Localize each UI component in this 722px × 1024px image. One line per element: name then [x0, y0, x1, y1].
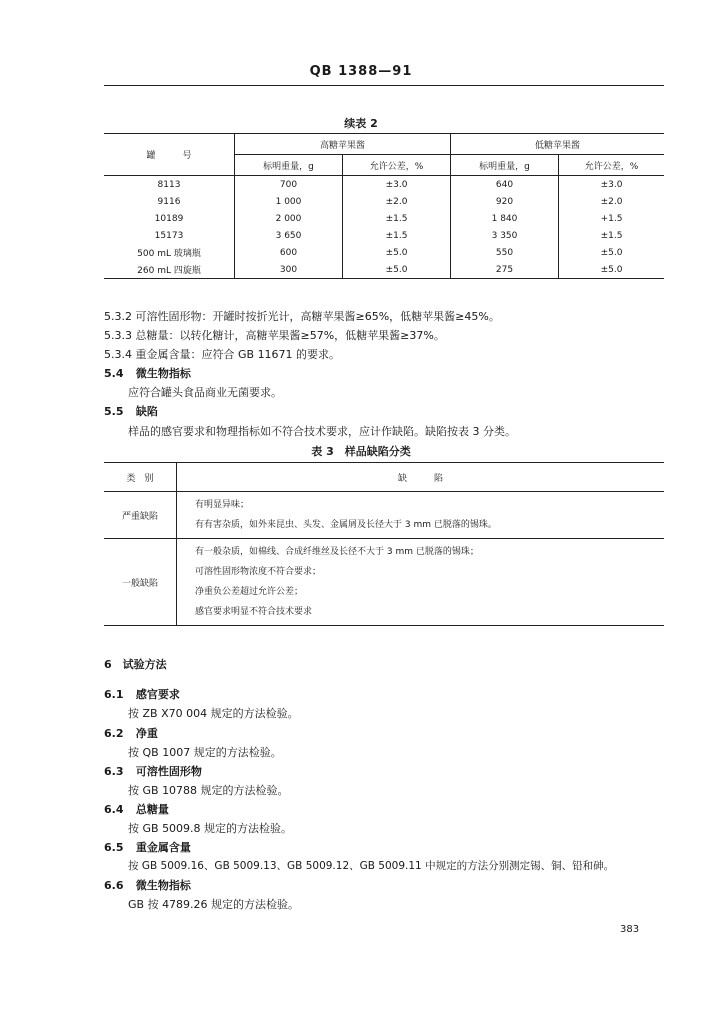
list-item: 有一般杂质，如棉线、合成纤维丝及长径不大于 3 mm 已脱落的锡珠；: [195, 547, 479, 557]
cell: 3 350: [451, 227, 559, 244]
general-defect-label: 一般缺陷: [104, 539, 177, 626]
cell: 600: [235, 244, 343, 261]
cell: 1 000: [235, 193, 343, 210]
clause-number: 5.3.2: [104, 310, 132, 323]
cell: 2 000: [235, 210, 343, 227]
clause-6-4-text: 按 GB 5009.8 规定的方法检验。: [128, 822, 293, 835]
table-row: [104, 244, 664, 261]
clause-6-1: [104, 686, 180, 702]
clause-number: 5.5: [104, 405, 124, 418]
cell: 500 mL 玻璃瓶: [137, 249, 201, 259]
cell: 9116: [157, 196, 181, 207]
clause-text: 总糖量：以转化糖计，高糖苹果酱≥57%，低糖苹果酱≥37%。: [135, 329, 445, 342]
clause-number: 6.4: [104, 803, 124, 816]
cell: ±2.0: [559, 193, 665, 210]
clause-6-2-text: 按 QB 1007 规定的方法检验。: [128, 746, 282, 759]
clause-5-3-2: [104, 308, 500, 324]
general-defect-items: [177, 539, 665, 626]
header-rule: [104, 85, 664, 86]
clause-6-1-text: 按 ZB X70 004 规定的方法检验。: [128, 707, 299, 720]
clause-5-3-3: [104, 327, 445, 343]
clause-number: 5.3.4: [104, 348, 132, 361]
table2-caption: 续表 2: [344, 117, 378, 130]
clause-number: 6.6: [104, 879, 124, 892]
clause-number: 5.3.3: [104, 329, 132, 342]
list-item: 有明显异味；: [195, 500, 250, 510]
cell: ±3.0: [343, 176, 451, 194]
table-row: [104, 492, 664, 539]
list-item: 感官要求明显不符合技术要求: [195, 607, 313, 617]
list-item: 有有害杂质，如外来昆虫、头发、金属屑及长径大于 3 mm 已脱落的锡珠。: [195, 520, 497, 530]
cell: 260 mL 四旋瓶: [104, 261, 235, 279]
cell: 700: [235, 176, 343, 194]
clause-title: 缺陷: [135, 405, 158, 418]
clause-text: 可溶性固形物：开罐时按折光计，高糖苹果酱≥65%，低糖苹果酱≥45%。: [135, 310, 500, 323]
clause-6-6-text: GB 按 4789.26 规定的方法检验。: [128, 898, 300, 911]
cell: 550: [451, 244, 559, 261]
table-row: [104, 193, 664, 210]
cell: ±1.5: [559, 227, 665, 244]
cell: 10189: [154, 213, 184, 224]
serious-defect-label: 严重缺陷: [104, 492, 177, 539]
cell: ±3.0: [559, 176, 665, 194]
table3: [104, 462, 664, 626]
cell: ±5.0: [343, 244, 451, 261]
clause-title: 总糖量: [135, 803, 169, 816]
clause-6-3: [104, 763, 202, 779]
clause-number: 6.5: [104, 841, 124, 854]
cell: 640: [451, 176, 559, 194]
cell: 300: [235, 261, 343, 279]
clause-6-3-text: 按 GB 10788 规定的方法检验。: [128, 784, 289, 797]
clause-number: 6.1: [104, 688, 124, 701]
group-high-header: 高糖苹果酱: [235, 134, 451, 155]
table-row: [104, 210, 664, 227]
cell: 920: [451, 193, 559, 210]
table-row: [104, 227, 664, 244]
col-class-header: 类 别: [104, 463, 177, 492]
cell: ±2.0: [343, 193, 451, 210]
list-item: 可溶性固形物浓度不符合要求；: [195, 567, 322, 577]
cell: ±5.0: [343, 261, 451, 279]
cell: ±1.5: [343, 210, 451, 227]
sub-tol-header: 允许公差，%: [559, 155, 665, 176]
cell: ±1.5: [343, 227, 451, 244]
clause-5-4: [104, 365, 191, 381]
cell: 1 840: [451, 210, 559, 227]
cell: 275: [451, 261, 559, 279]
document-code: QB 1388—91: [309, 64, 413, 79]
col-defect-header: 缺 陷: [177, 463, 665, 492]
clause-number: 6.2: [104, 727, 124, 740]
clause-6-5: [104, 839, 191, 855]
table-row: [104, 539, 664, 626]
clause-text: 重金属含量：应符合 GB 11671 的要求。: [135, 348, 341, 361]
clause-title: 净重: [135, 727, 158, 740]
table2: [104, 133, 664, 279]
cell: +1.5: [559, 210, 665, 227]
clause-title: 重金属含量: [135, 841, 191, 854]
sub-weight-header: 标明重量，g: [235, 155, 343, 176]
clause-6-2: [104, 725, 158, 741]
clause-5-3-4: [104, 346, 340, 362]
table-row: [104, 261, 664, 279]
cell: ±5.0: [559, 261, 665, 279]
clause-6-5-text: 按 GB 5009.16、GB 5009.13、GB 5009.12、GB 5009.11 中规定的方法分别测定锡、铜、铅和砷。: [128, 860, 615, 872]
sub-tol-header: 允许公差，%: [343, 155, 451, 176]
clause-title: 可溶性固形物: [135, 765, 202, 778]
serious-defect-items: [177, 492, 665, 539]
clause-5-5: [104, 403, 158, 419]
clause-title: 微生物指标: [135, 879, 191, 892]
clause-number: 6.3: [104, 765, 124, 778]
page-number: 383: [620, 924, 640, 935]
col-tank-header: 罐 号: [104, 134, 235, 176]
group-low-header: 低糖苹果酱: [451, 134, 665, 155]
cell: 3 650: [235, 227, 343, 244]
clause-5-5-text: 样品的感官要求和物理指标如不符合技术要求，应计作缺陷。缺陷按表 3 分类。: [128, 425, 516, 438]
cell: 15173: [154, 230, 184, 241]
cell: 8113: [104, 176, 235, 194]
list-item: 净重负公差超过允许公差；: [195, 587, 304, 597]
clause-6-4: [104, 801, 169, 817]
clause-number: 5.4: [104, 367, 124, 380]
table3-caption: 表 3 样品缺陷分类: [311, 445, 411, 458]
clause-title: 感官要求: [135, 688, 180, 701]
clause-6-6: [104, 877, 191, 893]
sub-weight-header: 标明重量，g: [451, 155, 559, 176]
clause-title: 微生物指标: [135, 367, 191, 380]
table-row: [104, 176, 664, 194]
clause-5-4-text: 应符合罐头食品商业无菌要求。: [128, 386, 282, 399]
section-6-title: 6 试验方法: [104, 658, 167, 671]
cell: ±5.0: [559, 244, 665, 261]
